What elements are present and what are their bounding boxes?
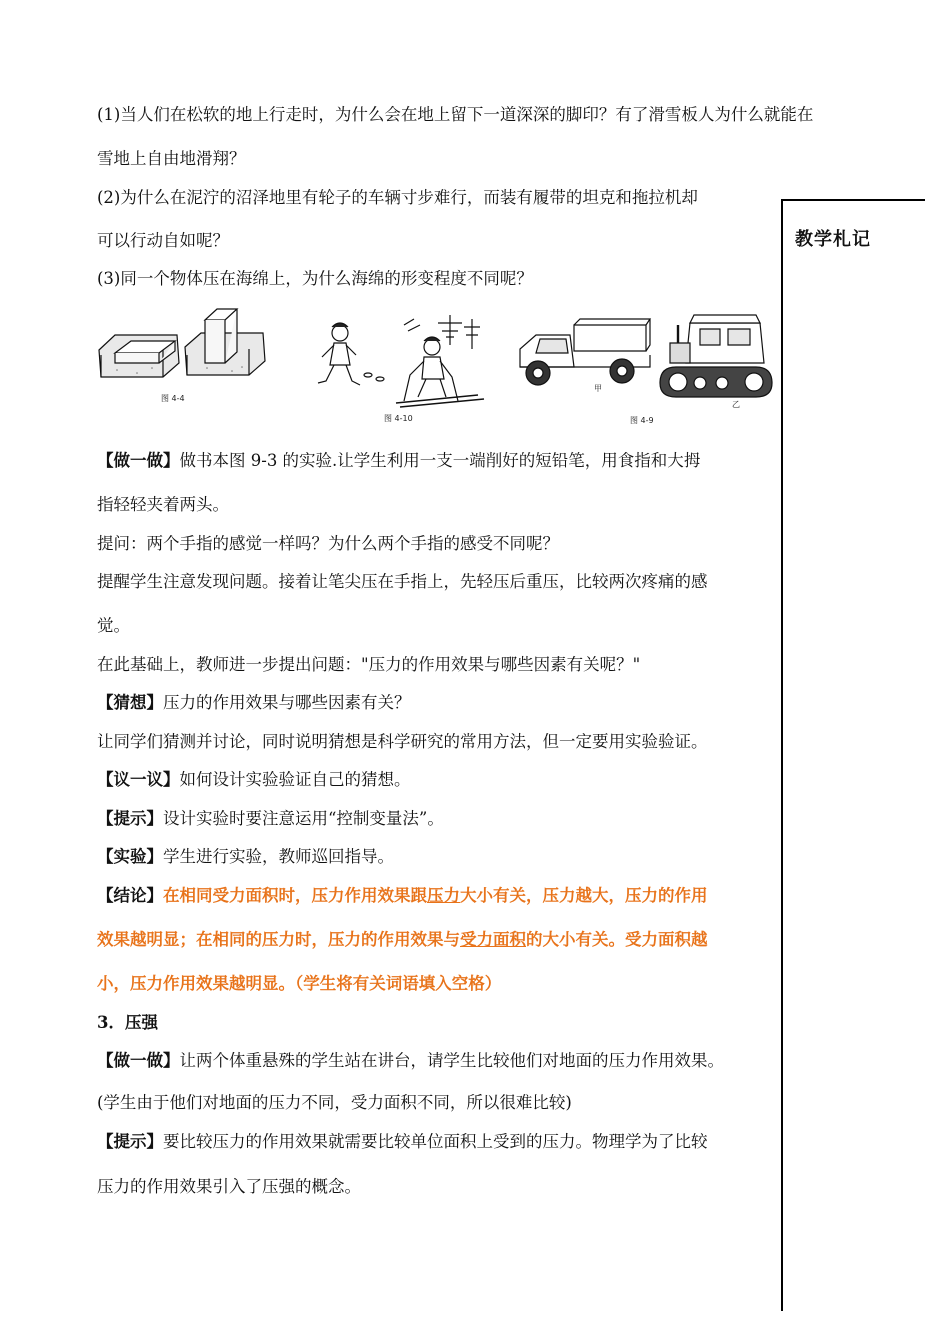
do-it-1-text: 做书本图 9-3 的实验.让学生利用一支一端削好的短铅笔，用食指和大拇: [179, 451, 701, 470]
do-it-2-text: 让两个体重悬殊的学生站在讲台，请学生比较他们对地面的压力作用效果。: [179, 1051, 724, 1070]
hint-1-line: [97, 808, 444, 830]
conclusion-text-1a: 在相同受力面积时，压力作用效果跟: [163, 886, 427, 905]
guess-line-1: [97, 692, 411, 714]
experiment-tag: 【实验】: [97, 847, 163, 866]
question-1-line-1: (1)当人们在松软的地上行走时，为什么会在地上留下一道深深的脚印？有了滑雪板人为什么就能在: [97, 105, 814, 124]
figure-3-caption: 图 4-9: [630, 416, 654, 425]
conclusion-blank-area: 受力面积: [460, 930, 526, 949]
do-it-1-line-2: 指轻轻夹着两头。: [97, 495, 229, 514]
hint-2-tag: 【提示】: [97, 1132, 163, 1151]
conclusion-blank-pressure: 压力: [427, 886, 460, 905]
notes-box: [781, 199, 933, 1311]
do-it-1-tag: 【做一做】: [97, 451, 180, 470]
guess-text: 压力的作用效果与哪些因素有关？: [163, 693, 411, 712]
experiment-line: [97, 846, 394, 868]
figure-1-caption: 图 4-4: [161, 394, 185, 403]
note-line: (学生由于他们对地面的压力不同，受力面积不同，所以很难比较): [97, 1093, 572, 1112]
conclusion-text-1b: 大小有关，压力越大，压力的作用: [460, 886, 708, 905]
conclusion-line-1: [97, 885, 708, 907]
hint-2-line-2: 压力的作用效果引入了压强的概念。: [97, 1177, 361, 1196]
figure-walker-and-skier: [300, 305, 500, 425]
hint-2-text: 要比较压力的作用效果就需要比较单位面积上受到的压力。物理学为了比较: [163, 1132, 708, 1151]
notes-title: 教学札记: [795, 229, 871, 250]
hint-1-tag: 【提示】: [97, 809, 163, 828]
experiment-text: 学生进行实验，教师巡回指导。: [163, 847, 394, 866]
do-it-2-line: [97, 1050, 724, 1072]
figure-3-label-yi: 乙: [732, 400, 740, 409]
conclusion-text-2b: 的大小有关。受力面积越: [526, 930, 708, 949]
conclusion-line-3: 小，压力作用效果越明显。（学生将有关词语填入空格）: [97, 974, 502, 993]
hint-2-line-1: [97, 1131, 708, 1153]
question-1-line-2: 雪地上自由地滑翔？: [97, 149, 246, 168]
conclusion-text-2a: 效果越明显；在相同的压力时，压力的作用效果与: [97, 930, 460, 949]
question-2-line-1: (2)为什么在泥泞的沼泽地里有轮子的车辆寸步难行，而装有履带的坦克和拖拉机却: [97, 188, 698, 207]
figure-3-label-jia: 甲: [594, 384, 602, 393]
remind-line-2: 觉。: [97, 616, 130, 635]
discuss-text: 如何设计实验验证自己的猜想。: [179, 770, 411, 789]
question-2-line-2: 可以行动自如呢？: [97, 231, 229, 250]
guess-tag: 【猜想】: [97, 693, 163, 712]
guess-line-2: 让同学们猜测并讨论，同时说明猜想是科学研究的常用方法，但一定要用实验验证。: [97, 732, 708, 751]
further-question-line: 在此基础上，教师进一步提出问题："压力的作用效果与哪些因素有关呢？": [97, 655, 641, 674]
discuss-line: [97, 769, 411, 791]
remind-line-1: 提醒学生注意发现问题。接着让笔尖压在手指上，先轻压后重压，比较两次疼痛的感: [97, 572, 708, 591]
figure-2-caption: 图 4-10: [384, 414, 413, 423]
ask-line: 提问：两个手指的感觉一样吗？为什么两个手指的感受不同呢？: [97, 534, 559, 553]
question-3-line-1: (3)同一个物体压在海绵上，为什么海绵的形变程度不同呢？: [97, 269, 533, 288]
discuss-tag: 【议一议】: [97, 770, 180, 789]
figure-truck-and-tractor: [510, 305, 775, 430]
hint-1-text: 设计实验时要注意运用“控制变量法”。: [163, 809, 444, 828]
conclusion-tag: 【结论】: [97, 886, 163, 905]
do-it-1-line-1: [97, 450, 700, 472]
section-3-title: 3．压强: [97, 1013, 158, 1032]
do-it-2-tag: 【做一做】: [97, 1051, 180, 1070]
conclusion-line-2: [97, 929, 708, 951]
figure-bricks-on-sponge: [97, 305, 277, 405]
